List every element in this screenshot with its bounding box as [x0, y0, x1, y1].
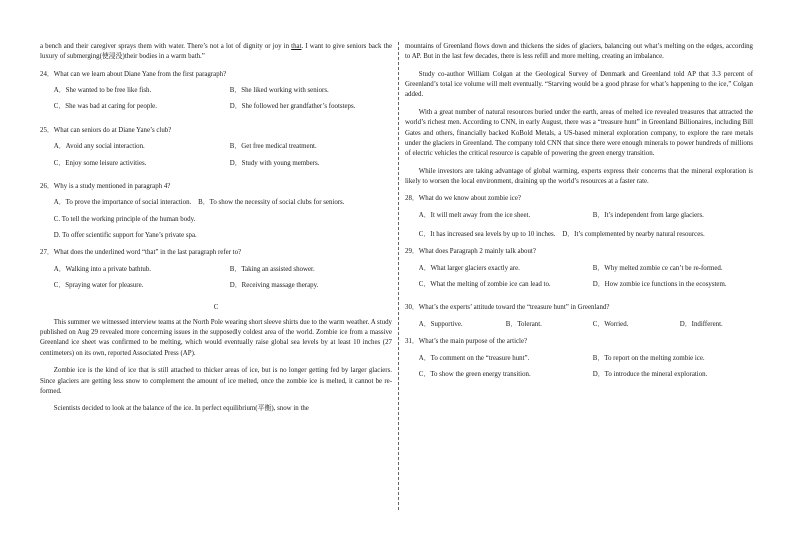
- left-column: [40, 42, 392, 422]
- option[interactable]: A．To comment on the “treasure hunt”.: [418, 354, 530, 362]
- option[interactable]: D．Receiving massage therapy.: [229, 282, 319, 290]
- passage-paragraph-6: While investors are taking advantage of global warming, experts express their concerns that the mineral exploration is likely to worsen the local environment, draining up the world’s resources at a faster rate.: [405, 167, 753, 185]
- passage-paragraph-1: This summer we witnessed interview teams at the North Pole wearing short sleeve shirts due to the warm weather. A study published on Aug 29 revealed more concerning issues in the supposedly coldest area of the world. Zombie ice from a massive Greenland ice sheet was confirmed to be melting, which would eventually raise global sea levels by at least 10 inches (27 centimeters) on its own, reported Associated Press (AP).: [40, 318, 392, 357]
- option[interactable]: C．Spraying water for pleasure.: [53, 282, 144, 290]
- option[interactable]: C．What the melting of zombie ice can lead to.: [418, 281, 551, 289]
- option[interactable]: C．To show the green energy transition.: [418, 370, 531, 378]
- option[interactable]: A．To prove the importance of social interaction. B．To show the necessity of social clubs for seniors.: [53, 199, 345, 207]
- passage-paragraph-2: Zombie ice is the kind of ice that is still attached to thicker areas of ice, but is no longer getting fed by larger glaciers. Since glaciers are getting less snow to complement the amount of ice melted, once the zombie ice is melted, it cannot be re-formed.: [40, 367, 392, 395]
- option[interactable]: C．Worried.: [592, 320, 629, 328]
- option[interactable]: D．To introduce the mineral exploration.: [592, 370, 708, 378]
- question-30-options: [405, 320, 753, 330]
- question-25: 25．What can seniors do at Diane Yane’s club?: [40, 126, 172, 134]
- option[interactable]: B．Taking an assisted shower.: [229, 265, 315, 273]
- underlined-word: that: [291, 43, 302, 50]
- option[interactable]: D．She followed her grandfather’s footsteps.: [229, 103, 356, 111]
- option[interactable]: A．She wanted to be free like fish.: [53, 87, 152, 95]
- option[interactable]: D．How zombie ice functions in the ecosystem.: [592, 281, 727, 289]
- question-24: 24．What can we learn about Diane Yane from the first paragraph?: [40, 70, 227, 78]
- option[interactable]: D．Study with young members.: [229, 159, 320, 167]
- question-29: 29．What does Paragraph 2 mainly talk about?: [405, 248, 536, 256]
- question-30: 30．What’s the experts’ attitude toward the “treasure hunt” in Greenland?: [405, 304, 610, 312]
- section-heading: C: [213, 304, 219, 312]
- question-28-options: [405, 211, 753, 227]
- option[interactable]: D. To offer scientific support for Yane’s private spa.: [53, 231, 197, 239]
- passage-paragraph-3-continued: mountains of Greenland flows down and thickens the sides of glaciers, balancing out what’s melting on the edges, according to AP. But in the last few decades, there is less refill and more melting, creating an imbalance.: [405, 43, 753, 61]
- question-31-options: [405, 354, 753, 387]
- option[interactable]: A．Supportive.: [418, 320, 463, 328]
- option[interactable]: B．She liked working with seniors.: [229, 87, 329, 95]
- option[interactable]: A．Walking into a private bathtub.: [53, 265, 152, 273]
- passage-paragraph-5: With a great number of natural resources buried under the earth, areas of melted ice revealed treasures that attracted the world’s richest men. According to CNN, in early August, there was a “treasure hunt” in Greenland Billionaires, including Bill Gates and others, financially backed KoBold Metals, a US-based mineral exploration company, to explore the rare metals under the glaciers in Greenland. The company told CNN that since there were enough minerals to power hundreds of millions of electric vehicles the critical resource is capable of powering the green energy transition.: [405, 108, 753, 158]
- question-24-options: [40, 86, 392, 119]
- option[interactable]: B．To report on the melting zombie ice.: [592, 354, 705, 362]
- question-27: 27．What does the underlined word “that” in the last paragraph refer to?: [40, 249, 242, 257]
- option[interactable]: B．Tolerant.: [505, 320, 542, 328]
- option[interactable]: A．Avoid any social interaction.: [53, 143, 145, 151]
- question-29-options: [405, 264, 753, 297]
- question-28: 28．What do we know about zombie ice?: [405, 195, 521, 203]
- option[interactable]: C. To tell the working principle of the human body.: [53, 215, 196, 223]
- question-27-options: [40, 265, 392, 298]
- option[interactable]: B．Get free medical treatment.: [229, 143, 317, 151]
- option[interactable]: A．It will melt away from the ice sheet.: [418, 211, 531, 219]
- intro-paragraph: a bench and their caregiver sprays them with water. There’s not a lot of dignity or joy in that. I want to give seniors back the luxury of submerging(使浸没)their bodies in a warm bath.”: [40, 43, 392, 61]
- option[interactable]: B．It’s independent from large glaciers.: [592, 211, 704, 219]
- option[interactable]: C．She was bad at caring for people.: [53, 103, 157, 111]
- option[interactable]: C．Enjoy some leisure activities.: [53, 159, 147, 167]
- passage-paragraph-4: Study co-author William Colgan at the Geological Survey of Denmark and Greenland told AP that 3.3 percent of Greenland’s total ice volume will melt eventually. “Starving would be a good phrase for what’s happening to the ice,” Colgan added.: [405, 70, 753, 99]
- column-divider: [398, 42, 399, 510]
- option[interactable]: D．Indifferent.: [679, 320, 723, 328]
- question-31: 31．What’s the main purpose of the article?: [405, 338, 528, 346]
- option[interactable]: C．It has increased sea levels by up to 10 inches. D．It’s complemented by nearby natural resources.: [418, 231, 705, 239]
- right-column: [405, 42, 753, 389]
- option[interactable]: A．What larger glaciers exactly are.: [418, 264, 520, 272]
- option[interactable]: B．Why melted zombie ce can’t be re-formed.: [592, 264, 723, 272]
- question-25-options: [40, 142, 392, 175]
- passage-paragraph-3: Scientists decided to look at the balance of the ice. In perfect equilibrium(平衡), snow in the: [53, 405, 309, 413]
- question-26: 26．Why is a study mentioned in paragraph 4?: [40, 182, 171, 190]
